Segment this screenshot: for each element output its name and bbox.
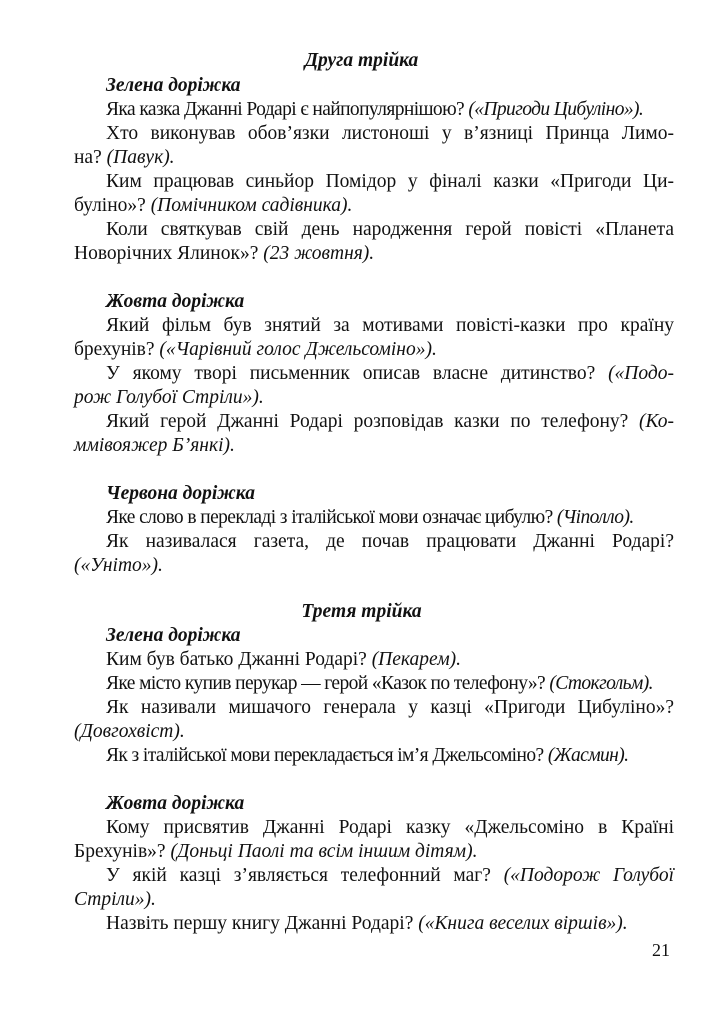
- question-line: Який герой Джанні Родарі розповідав казки по телефону? (Ко-: [106, 411, 674, 432]
- question-line: Назвіть першу книгу Джанні Родарі? («Книга веселих віршів»).: [106, 913, 628, 934]
- question-line: буліно»? (Помічником садівника).: [74, 195, 353, 216]
- question-line: Ким працював синьйор Помідор у фіналі казки «Пригоди Ци-: [106, 171, 674, 192]
- question-line: Стріли»).: [74, 889, 156, 910]
- question-line: Як називалася газета, де почав працювати Джанні Родарі?: [106, 531, 674, 552]
- question-line: на? (Павук).: [74, 147, 175, 168]
- track-heading-yellow: Жовта доріжка: [106, 793, 245, 814]
- question-line: Брехунів»? (Доньці Паолі та всім іншим дітям).: [74, 841, 478, 862]
- question-line: Хто виконував обов’язки листоноші у в’язниці Принца Лимо-: [106, 123, 674, 144]
- question-line: («Уніто»).: [74, 555, 163, 576]
- question-line: Як з італійської мови перекладається ім’я Джельсоміно? (Жасмин).: [106, 745, 629, 766]
- question-line: Кому присвятив Джанні Родарі казку «Джельсоміно в Країні: [106, 817, 674, 838]
- track-heading-yellow: Жовта доріжка: [106, 291, 245, 312]
- question-line: Який фільм був знятий за мотивами повісті-казки про країну: [106, 315, 674, 336]
- question-line: рож Голубої Стріли»).: [74, 387, 264, 408]
- question-line: Яка казка Джанні Родарі є найпопулярнішою? («Пригоди Цибуліно»).: [106, 99, 644, 120]
- track-heading-green: Зелена доріжка: [106, 625, 241, 646]
- page-number: 21: [652, 940, 670, 960]
- question-line: Новорічних Ялинок»? (23 жовтня).: [74, 243, 375, 264]
- question-line: Яке місто купив перукар — герой «Казок по телефону»? (Стокгольм).: [106, 673, 653, 694]
- question-line: брехунів? («Чарівний голос Джельсоміно»).: [74, 339, 437, 360]
- question-line: Яке слово в перекладі з італійської мови означає цибулю? (Чіполло).: [106, 507, 634, 528]
- question-line: ммівояжер Б’янкі).: [74, 435, 235, 456]
- track-heading-red: Червона доріжка: [106, 483, 255, 504]
- track-heading-green: Зелена доріжка: [106, 75, 241, 96]
- question-line: Ким був батько Джанні Родарі? (Пекарем).: [106, 649, 462, 670]
- question-line: Коли святкував свій день народження герой повісті «Планета: [106, 219, 674, 240]
- section-title-third-triple: Третя трійка: [301, 601, 422, 622]
- section-title-second-triple: Друга трійка: [304, 50, 419, 71]
- question-line: У якому творі письменник описав власне дитинство? («Подо-: [106, 363, 674, 384]
- question-line: (Довгохвіст).: [74, 721, 185, 742]
- question-line: Як називали мишачого генерала у казці «Пригоди Цибуліно»?: [106, 697, 674, 718]
- question-line: У якій казці з’являється телефонний маг? («Подорож Голубої: [106, 865, 674, 886]
